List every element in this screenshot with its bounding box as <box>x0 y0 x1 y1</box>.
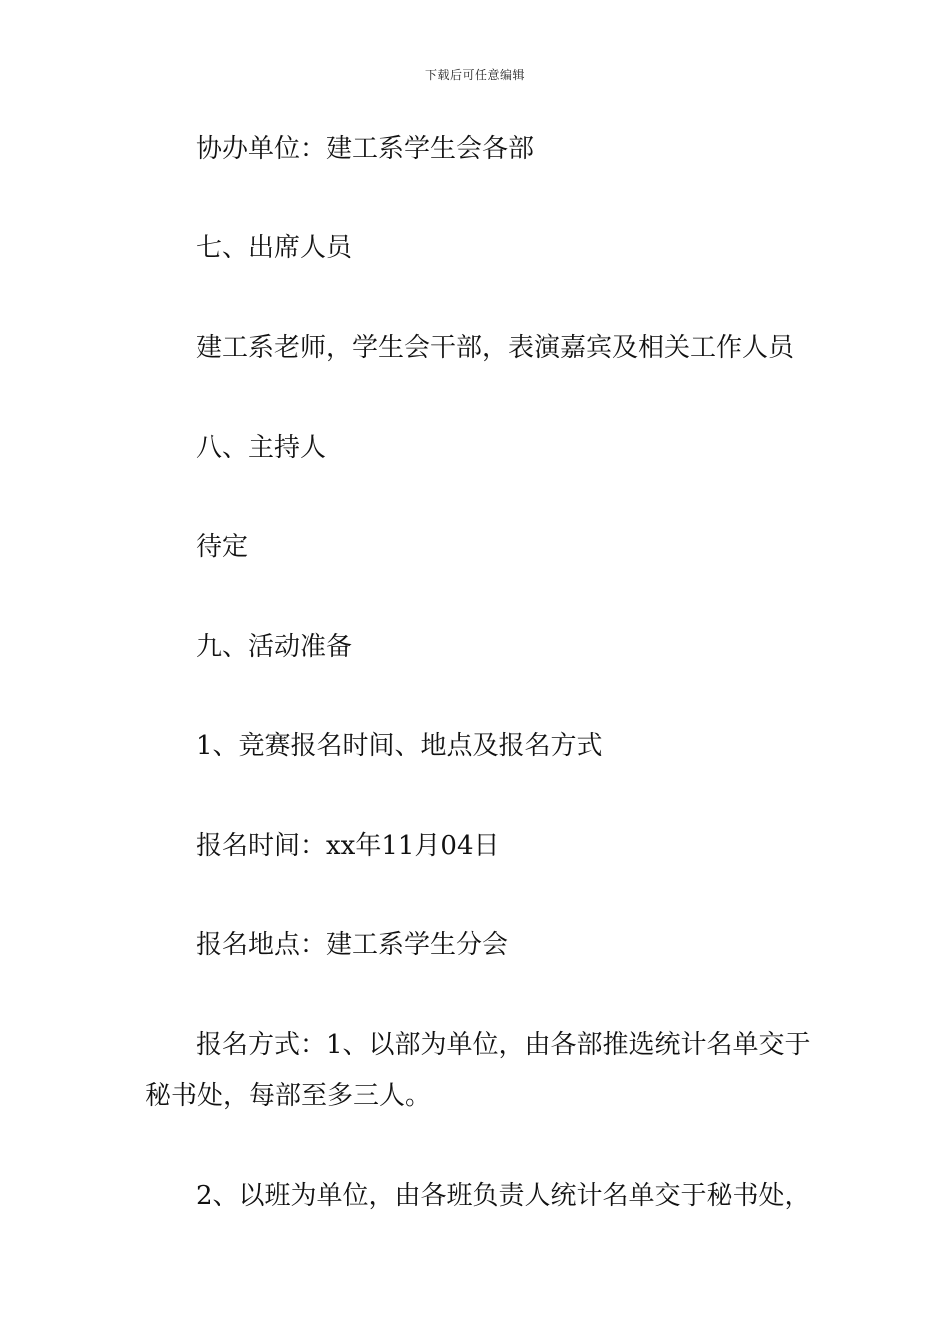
paragraph-registration-method: 报名方式：1、以部为单位，由各部推选统计名单交于 <box>196 1030 811 1060</box>
paragraph-registration-class: 2、以班为单位，由各班负责人统计名单交于秘书处， <box>196 1181 811 1211</box>
heading-preparation: 九、活动准备 <box>196 632 353 662</box>
heading-attendees: 七、出席人员 <box>196 233 353 263</box>
paragraph-registration-method-continued: 秘书处，每部至多三人。 <box>145 1081 432 1111</box>
paragraph-registration-place: 报名地点：建工系学生分会 <box>196 930 509 960</box>
subheading-registration: 1、竞赛报名时间、地点及报名方式 <box>196 731 603 761</box>
paragraph-attendees: 建工系老师，学生会干部，表演嘉宾及相关工作人员 <box>196 333 795 363</box>
paragraph-co-organizer: 协办单位：建工系学生会各部 <box>196 134 535 164</box>
heading-host: 八、主持人 <box>196 433 327 463</box>
paragraph-host: 待定 <box>196 532 249 562</box>
paragraph-registration-time: 报名时间：xx年11月04日 <box>196 831 500 861</box>
page-header-note: 下载后可任意编辑 <box>424 68 525 82</box>
